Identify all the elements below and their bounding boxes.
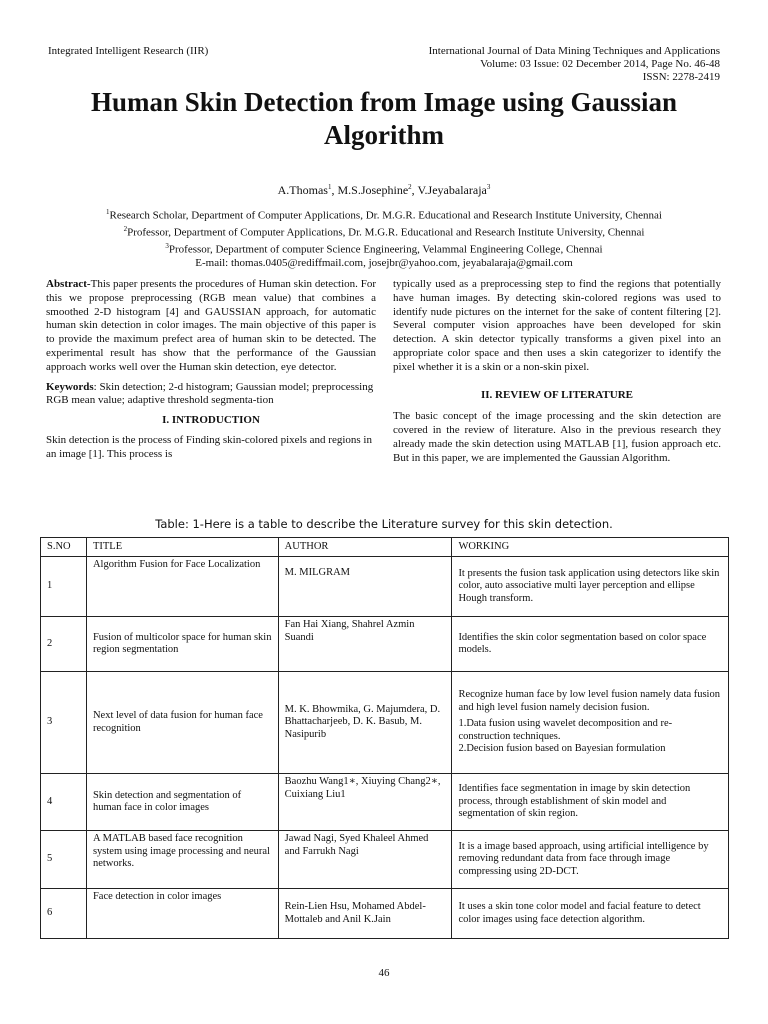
cell-title: A MATLAB based face recognition system using image processing and neural networks.	[86, 831, 278, 889]
intro-text: Skin detection is the process of Finding skin-colored pixels and regions in an image [1]. This process is	[46, 433, 372, 460]
journal-issn: ISSN: 2278-2419	[642, 71, 720, 83]
cell-title: Face detection in color images	[86, 889, 278, 939]
cell-working: It is a image based approach, using artificial intelligence by removing redundant data from face through image compressing using 2D-DCT.	[452, 831, 729, 889]
journal-publisher: Integrated Intelligent Research (IIR)	[48, 45, 209, 57]
right-column	[393, 278, 721, 472]
cell-title: Fusion of multicolor space for human skin region segmentation	[86, 617, 278, 672]
affiliation-2: $^2$Professor, Department of Computer Applications, Dr. M.G.R. Educational and Research Institute University, Chennai	[123, 225, 645, 239]
right-para-2: The basic concept of the image processing and the skin detection are covered in the review of literature. Also in the previous research they already made the skin detection using MATLAB [1], fusion approach etc. But in this paper, we are implemented the Gaussian Algorithm.	[393, 410, 721, 464]
cell-working: It uses a skin tone color model and facial feature to detect color images using face detection algorithm.	[452, 889, 729, 939]
section-heading-introduction: I. INTRODUCTION	[162, 414, 260, 427]
table-row	[41, 557, 729, 617]
cell-sno: 6	[41, 889, 87, 939]
abstract: Abstract-This paper presents the procedures of Human skin detection. For this we propose preprocessing (RGB mean value) that combines a smoothed 2-D histogram [4] and GAUSSIAN approach, for automatic human skin detection in color images. The main objective of this paper is to provide the maximum prefect area of human skin to be detected. The experimental result has show that the performance of the Gaussian approach works well over the Human skin detection, eye detector.	[46, 278, 376, 373]
journal-info	[300, 45, 720, 84]
right-para-1: typically used as a preprocessing step to find the regions that potentially have human images. By detecting skin-colored regions was used to identify nude pictures on the internet for the sake of content filtering [2]. Several computer vision approaches have been developed for skin detection. A skin detector typically transforms a given pixel into an appropriate color space and then uses a skin categorizer to identify the pixel whether it is a skin or a non-skin pixel.	[393, 278, 721, 373]
table-row	[41, 889, 729, 939]
author-2: M.S.Josephine	[337, 183, 409, 197]
cell-author: M. MILGRAM	[278, 557, 452, 617]
cell-sno: 1	[41, 557, 87, 617]
cell-sno: 4	[41, 774, 87, 831]
cell-working: Identifies the skin color segmentation based on color space models.	[452, 617, 729, 672]
paper-title: Human Skin Detection from Image using Gaussian Algorithm	[90, 87, 678, 150]
literature-table	[40, 537, 729, 939]
cell-title: Skin detection and segmentation of human face in color images	[86, 774, 278, 831]
section-heading-review: II. REVIEW OF LITERATURE	[481, 388, 633, 401]
cell-working: Recognize human face by low level fusion namely data fusion and high level fusion namely decision fusion. 1.Data fusion using wavelet decomposition and re-construction techniques. 2.Decision fusion based on Bayesian formulation	[452, 672, 729, 774]
keywords: Keywords: Skin detection; 2-d histogram; Gaussian model; preprocessing RGB mean value; adaptive threshold segmenta-tion	[46, 380, 374, 407]
cell-title: Algorithm Fusion for Face Localization	[86, 557, 278, 617]
table-header-row	[41, 538, 729, 557]
affiliations	[0, 206, 768, 271]
author-3: V.Jeyabalaraja	[417, 183, 487, 197]
journal-name: International Journal of Data Mining Techniques and Applications	[428, 45, 720, 57]
cell-title: Next level of data fusion for human face recognition	[86, 672, 278, 774]
cell-author: Baozhu Wang1∗, Xiuying Chang2∗, Cuixiang Liu1	[278, 774, 452, 831]
page-number: 46	[378, 967, 390, 979]
cell-working: It presents the fusion task application using detectors like skin color, auto associative multi layer perception and ellipse Hough transform.	[452, 557, 729, 617]
left-column	[46, 278, 376, 468]
table-row	[41, 672, 729, 774]
email-line: E-mail: thomas.0405@rediffmail.com, josejbr@yahoo.com, jeyabalaraja@gmail.com	[195, 257, 573, 270]
header-title: TITLE	[86, 538, 278, 557]
cell-author: Fan Hai Xiang, Shahrel Azmin Suandi	[278, 617, 452, 672]
cell-sno: 5	[41, 831, 87, 889]
table-row	[41, 831, 729, 889]
journal-volume: Volume: 03 Issue: 02 December 2014, Page No. 46-48	[480, 58, 720, 70]
table-row	[41, 774, 729, 831]
cell-author: Jawad Nagi, Syed Khaleel Ahmed and Farrukh Nagi	[278, 831, 452, 889]
cell-sno: 3	[41, 672, 87, 774]
cell-author: M. K. Bhowmika, G. Majumdera, D. Bhattacharjeeb, D. K. Basub, M. Nasipurib	[278, 672, 452, 774]
cell-working: Identifies face segmentation in image by skin detection process, through establishment of skin model and segmentation of skin region.	[452, 774, 729, 831]
affiliation-3: $^3$Professor, Department of computer Science Engineering, Velammal Engineering College, Chennai	[165, 242, 603, 256]
header-author: AUTHOR	[278, 538, 452, 557]
cell-sno: 2	[41, 617, 87, 672]
author-1: A.Thomas	[277, 183, 328, 197]
header-sno: S.NO	[41, 538, 87, 557]
table-row	[41, 617, 729, 672]
table-caption: Table: 1-Here is a table to describe the Literature survey for this skin detection.	[155, 517, 613, 531]
affiliation-1: $^1$Research Scholar, Department of Computer Applications, Dr. M.G.R. Educational and Research Institute University, Chennai	[106, 208, 662, 222]
cell-author: Rein-Lien Hsu, Mohamed Abdel-Mottaleb and Anil K.Jain	[278, 889, 452, 939]
header-working: WORKING	[452, 538, 729, 557]
author-list: A.Thomas$^1$, M.S.Josephine$^2$, V.Jeyabalaraja$^3$	[277, 183, 491, 197]
